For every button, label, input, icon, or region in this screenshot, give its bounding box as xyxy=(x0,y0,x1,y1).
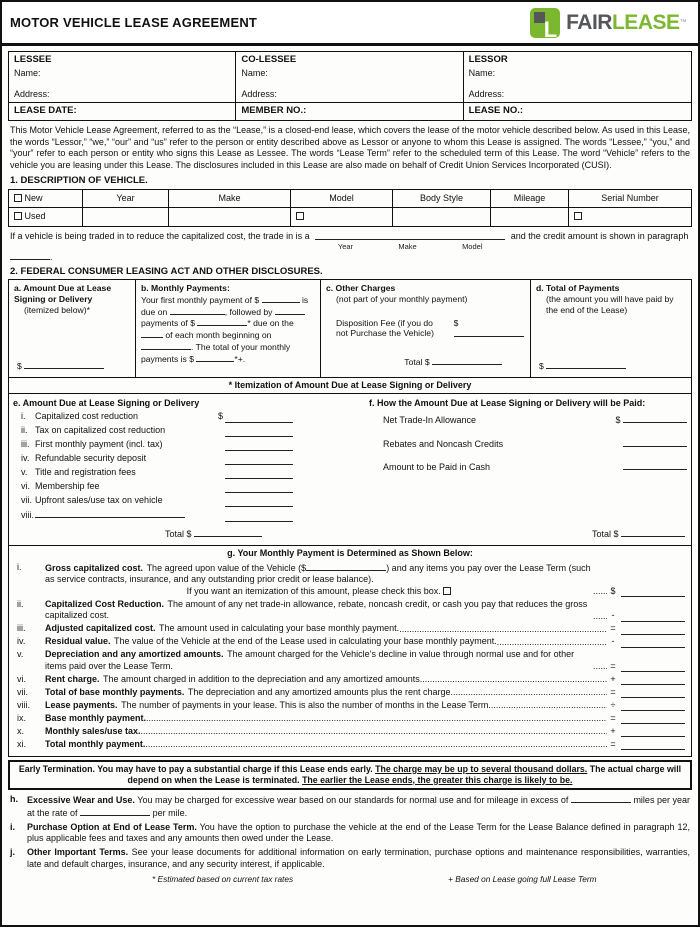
year-value-cell[interactable] xyxy=(83,208,169,226)
g-amount-field[interactable] xyxy=(621,714,685,724)
e-amount-field[interactable] xyxy=(225,414,293,423)
g-amount-field[interactable] xyxy=(621,662,685,672)
model-field-box[interactable] xyxy=(296,212,304,220)
dotted-leader xyxy=(453,687,607,698)
vehicle-value-field[interactable] xyxy=(306,562,386,571)
section1-heading: 1. DESCRIPTION OF VEHICLE. xyxy=(10,175,148,186)
page-title: MOTOR VEHICLE LEASE AGREEMENT xyxy=(10,15,258,31)
e-item-row: vi. Membership fee xyxy=(13,481,365,493)
row-operator: + xyxy=(610,725,616,736)
due-day-field[interactable] xyxy=(141,329,163,338)
trade-in-line xyxy=(2,229,698,265)
box-b-seg6: of each month beginning on xyxy=(165,330,272,341)
lessor-cell xyxy=(464,52,691,102)
dotted-leader xyxy=(491,700,607,711)
col-make: Make xyxy=(169,190,291,208)
section-e xyxy=(13,398,365,541)
disclosure-grid xyxy=(8,279,692,378)
fairlease-wordmark xyxy=(566,11,686,35)
e-total-field[interactable] xyxy=(194,528,262,537)
g-row-depreciation: v. Depreciation and any amortized amounts. The amount charged for the Vehicle’s decline in value through normal use and for other items paid over the Lease Term. ..... = xyxy=(15,649,685,672)
dotted-leader xyxy=(146,713,607,724)
e-item-row: vii. Upfront sales/use tax on vehicle xyxy=(13,495,365,507)
itemization-header: * Itemization of Amount Due at Lease Signing or Delivery xyxy=(8,378,692,394)
trade-in-tail-text: and the credit amount is shown in paragraph xyxy=(510,230,689,241)
logo-l-glyph: L xyxy=(543,17,558,38)
section-g-heading: g. Your Monthly Payment is Determined as Shown Below: xyxy=(227,548,473,558)
early-termination-notice: Early Termination. You may have to pay a substantial charge if this Lease ends early. The charge may be up to several thousand dollars. The actual charge will depend on when the Lease is terminated. The earlier the Lease ends, the greater this charge is likely to be. xyxy=(8,760,692,790)
trade-in-lead-text: If a vehicle is being traded in to reduce the capitalized cost, the trade in is a xyxy=(10,230,310,241)
disposition-fee-amount xyxy=(454,318,525,341)
box-b-seg1: Your first monthly payment of $ xyxy=(141,294,260,305)
box-c-total-field[interactable] xyxy=(432,356,502,365)
payments-count-field[interactable] xyxy=(275,306,305,315)
co-lessee-title: CO-LESSEE xyxy=(241,54,297,65)
f-total-label: Total $ xyxy=(591,528,619,539)
g-row-monthly-sales-use-tax: x. Monthly sales/use tax. ..... + xyxy=(15,726,685,738)
dotted-leader xyxy=(145,739,607,750)
box-b-seg5: * due on the xyxy=(247,318,294,329)
row-operator: + xyxy=(610,673,616,684)
used-label: Used xyxy=(24,210,46,221)
e-item-row: i. Capitalized cost reduction $ xyxy=(13,411,365,423)
trade-in-sub-year: Year xyxy=(337,242,354,251)
g-row-lease-payments: viii. Lease payments. The number of payments in your lease. This is also the number of months in the Lease Term. ..... ÷ xyxy=(15,700,685,712)
row-operator: - xyxy=(611,610,615,620)
mileage-limit-field[interactable] xyxy=(571,794,631,803)
g-amount-field[interactable] xyxy=(621,688,685,698)
total-monthly-payments-field[interactable] xyxy=(196,353,234,362)
e-amount-field[interactable] xyxy=(225,428,293,437)
intro-paragraph: This Motor Vehicle Lease Agreement, referred to as the “Lease,” is a closed-end lease, which covers the lease of the motor vehicle described below. As used in this Lease, the words “Lessor,” “we,” “our” and “us” refer to the person or entity described above as Lessor or anyone to whom this Lease is assigned. The words “Lessee,” “you,” and “your” refer to each person or entity who signs this Lease as Lessee. The words “Lease Term” refer to the scheduled term of this Lease. The word “Vehicle” refers to the vehicle you are leasing under this Lease. The disclosures included in this Lease are also made on behalf of Credit Union Services Incorporated (CUSI). xyxy=(10,125,690,170)
section-f-title: f. How the Amount Due at Lease Signing or Delivery will be Paid: xyxy=(369,397,646,408)
lease-no-field[interactable]: LEASE NO.: xyxy=(468,105,524,116)
row-operator: ÷ xyxy=(610,699,616,710)
f-total-row xyxy=(369,528,687,541)
row-operator: = xyxy=(610,712,616,723)
box-d-amount-field[interactable] xyxy=(546,360,626,369)
itemization-checkbox[interactable] xyxy=(443,587,451,595)
box-b-seg7: . The total of your monthly payments is $ xyxy=(141,341,291,364)
box-a-amount-due xyxy=(9,280,136,377)
fairlease-logo-icon xyxy=(530,8,560,38)
g-row-rent-charge: vi. Rent charge. The amount charged in addition to the depreciation and any amortized amounts. ..... + xyxy=(15,674,685,686)
col-year: Year xyxy=(83,190,169,208)
e-item-row: v. Title and registration fees xyxy=(13,467,365,479)
lease-date-field[interactable]: LEASE DATE: xyxy=(9,103,236,120)
g-amount-field[interactable] xyxy=(621,701,685,711)
itemization-check-label: If you want an itemization of this amount, please check this box. xyxy=(186,585,441,596)
box-c-title: c. Other Charges xyxy=(326,283,396,293)
wordmark-lease: LEASE xyxy=(611,11,680,35)
g-amount-field[interactable] xyxy=(621,675,685,685)
trademark-symbol: ™ xyxy=(679,19,686,27)
footnote-full-term: + Based on Lease going full Lease Term xyxy=(448,874,597,884)
col-body-style: Body Style xyxy=(393,190,491,208)
co-lessee-address-field[interactable]: Address: xyxy=(241,89,277,99)
f-total-field[interactable] xyxy=(621,528,685,537)
g-row-residual-value: iv. Residual value. The value of the Vehicle at the end of the Lease used in calculating your base monthly payment. ..... - xyxy=(15,636,685,648)
lessor-name-field[interactable]: Name: xyxy=(468,67,496,78)
trade-in-sub-labels xyxy=(315,243,505,251)
member-no-field[interactable]: MEMBER NO.: xyxy=(236,103,463,120)
lessee-cell xyxy=(9,52,236,102)
used-option xyxy=(9,208,83,226)
used-checkbox[interactable] xyxy=(14,212,22,220)
e-total-row xyxy=(165,528,365,541)
footnote-tax-rates: * Estimated based on current tax rates xyxy=(152,874,294,884)
f-item-row: Rebates and Noncash Credits xyxy=(383,438,687,451)
g-row-total-monthly-payment: xi. Total monthly payment. ..... = xyxy=(15,739,685,751)
trade-in-vehicle-field[interactable] xyxy=(315,231,505,240)
e-amount-field[interactable] xyxy=(225,484,293,493)
disposition-fee-field[interactable] xyxy=(454,328,524,337)
box-b-monthly-payments xyxy=(136,280,321,377)
box-c-dollar: $ xyxy=(453,317,459,328)
f-amount-field[interactable] xyxy=(623,461,687,470)
body-style-value-cell[interactable] xyxy=(393,208,491,226)
box-d-title: d. Total of Payments xyxy=(536,283,620,293)
disposition-fee-label: Disposition Fee (if you do not Purchase the Vehicle) xyxy=(336,317,434,339)
e-total-label: Total $ xyxy=(165,528,192,539)
box-a-amount-field[interactable] xyxy=(24,360,104,369)
serial-number-value-cell[interactable] xyxy=(569,208,691,226)
box-d-total-of-payments xyxy=(531,280,691,377)
trade-in-sub-model: Model xyxy=(462,242,483,251)
lessee-title: LESSEE xyxy=(14,54,52,65)
f-amount-field[interactable] xyxy=(623,438,687,447)
section2-heading: 2. FEDERAL CONSUMER LEASING ACT AND OTHER DISCLOSURES. xyxy=(10,265,323,277)
serial-field-box[interactable] xyxy=(574,212,582,220)
document-header xyxy=(2,2,698,46)
itemization-section xyxy=(8,394,692,547)
payment-amount-field[interactable] xyxy=(197,317,247,326)
lessor-title: LESSOR xyxy=(468,54,508,65)
dotted-leader xyxy=(497,637,607,648)
section-f xyxy=(365,398,687,541)
g-amount-field[interactable] xyxy=(621,740,685,750)
col-serial-number: Serial Number xyxy=(569,190,691,208)
e-item-row: iv. Refundable security deposit xyxy=(13,453,365,465)
row-operator: = xyxy=(610,660,616,671)
dotted-leader xyxy=(593,661,607,672)
e-item-row: viii. xyxy=(13,509,365,522)
col-model: Model xyxy=(291,190,393,208)
first-payment-amount-field[interactable] xyxy=(262,294,300,303)
beginning-date-field[interactable] xyxy=(141,341,191,350)
box-b-seg2: is due on xyxy=(141,294,309,317)
new-option xyxy=(9,190,83,208)
box-b-seg8: *+. xyxy=(234,353,246,364)
box-c-subtitle: (not part of your monthly payment) xyxy=(336,293,468,304)
wordmark-fair: FAIR xyxy=(566,11,612,35)
new-checkbox[interactable] xyxy=(14,194,22,202)
row-operator: - xyxy=(611,636,615,646)
co-lessee-name-field[interactable]: Name: xyxy=(241,67,268,78)
g-row-capitalized-cost-reduction: ii. Capitalized Cost Reduction. The amount of any net trade-in allowance, rebate, noncash credit, or cash you pay that reduces the gross capitalized cost. ..... - xyxy=(15,599,685,622)
e-item-row: iii. First monthly payment (incl. tax) xyxy=(13,439,365,451)
lessor-address-field[interactable]: Address: xyxy=(468,89,505,99)
paragraph-h: h. Excessive Wear and Use. You may be charged for excessive wear based on our standards for normal use and for mileage in excess of miles per year at the rate of per mile. xyxy=(10,794,690,818)
row-operator: $ xyxy=(610,585,616,596)
box-b-seg3: , followed by xyxy=(224,306,273,317)
trade-in-vehicle-field-group xyxy=(315,231,505,252)
row-operator: = xyxy=(610,686,616,697)
section-g xyxy=(8,546,692,757)
model-value-cell[interactable] xyxy=(291,208,393,226)
g-amount-field[interactable] xyxy=(621,625,685,635)
box-b-title: b. Monthly Payments: xyxy=(141,283,230,293)
box-a-title: a. Amount Due at Lease Signing or Delivery xyxy=(14,283,112,304)
e-amount-field[interactable] xyxy=(225,470,293,479)
box-d-subtitle: (the amount you will have paid by the end of the Lease) xyxy=(546,293,674,315)
e-amount-field[interactable] xyxy=(225,498,293,507)
dotted-leader xyxy=(593,611,607,622)
dotted-leader xyxy=(399,624,607,635)
g-amount-field[interactable] xyxy=(621,638,685,648)
e-amount-field[interactable] xyxy=(225,456,293,465)
box-b-body xyxy=(141,294,315,365)
trade-in-period: . xyxy=(50,252,53,262)
credit-paragraph-field[interactable] xyxy=(10,251,50,260)
make-value-cell[interactable] xyxy=(169,208,291,226)
fairlease-logo xyxy=(530,8,686,38)
dotted-leader xyxy=(141,726,607,737)
box-b-seg4: payments of $ xyxy=(141,318,195,329)
f-item-row: Net Trade-In Allowance $ xyxy=(383,414,687,427)
g-row-base-monthly-payment: ix. Base monthly payment. ..... = xyxy=(15,713,685,725)
mileage-value-cell[interactable] xyxy=(491,208,569,226)
box-c-other-charges xyxy=(321,280,531,377)
paragraph-i: i. Purchase Option at End of Lease Term. You have the option to purchase the vehicle at the end of the Lease Term for the Lease Balance defined in paragraph 12, plus applicable fees and taxes and any amounts then owed under the Lease. xyxy=(10,821,690,843)
box-d-amount xyxy=(539,360,626,372)
box-c-total xyxy=(404,356,502,368)
e-other-label-field[interactable] xyxy=(35,509,185,518)
per-mile-rate-field[interactable] xyxy=(80,807,150,816)
g-amount-field[interactable] xyxy=(621,727,685,737)
box-c-fee-row xyxy=(326,318,525,341)
box-c-total-label: Total $ xyxy=(404,357,430,368)
e-item-row: ii. Tax on capitalized cost reduction xyxy=(13,425,365,437)
parties-table xyxy=(8,51,692,121)
e-amount-field[interactable] xyxy=(225,513,293,522)
co-lessee-cell xyxy=(236,52,463,102)
g-amount-field[interactable] xyxy=(621,612,685,622)
trade-in-sub-make: Make xyxy=(398,242,417,251)
row-operator: = xyxy=(610,623,616,633)
col-mileage: Mileage xyxy=(491,190,569,208)
g-amount-field[interactable] xyxy=(621,587,685,597)
row-operator: = xyxy=(610,738,616,749)
new-label: New xyxy=(24,192,43,203)
box-a-subtitle: (itemized below)* xyxy=(24,304,90,315)
box-a-dollar: $ xyxy=(17,361,22,372)
footnotes xyxy=(2,870,698,890)
vehicle-table xyxy=(8,189,692,227)
f-amount-field[interactable] xyxy=(623,414,687,423)
first-due-date-field[interactable] xyxy=(170,306,225,315)
box-a-amount xyxy=(17,360,104,372)
lessee-name-field[interactable]: Name: xyxy=(14,67,41,78)
g-row-total-base-monthly-payments: vii. Total of base monthly payments. The depreciation and any amortized amounts plus the rent charge. ..... = xyxy=(15,687,685,699)
paragraph-j: j. Other Important Terms. See your lease documents for additional information on early termination, purchase options and maintenance responsibilities, warranties, late and default charges, insurance, and any security interest, if applicable. xyxy=(10,847,690,869)
dotted-leader xyxy=(422,674,607,685)
g-row-gross-capitalized-cost: i. Gross capitalized cost. The agreed upon value of the Vehicle ($ ) and any items you pay over the Lease Term (such as service contracts, insurance, and any outstanding prior credit or lease balance). If you want an itemization of this amount, please check this box. ..... $ xyxy=(15,562,685,598)
box-d-dollar: $ xyxy=(539,361,544,372)
e-amount-field[interactable] xyxy=(225,442,293,451)
g-row-adjusted-capitalized-cost: iii. Adjusted capitalized cost. The amount used in calculating your base monthly payment. ..... = xyxy=(15,623,685,635)
section-e-title: e. Amount Due at Lease Signing or Delivery xyxy=(13,397,200,408)
dotted-leader xyxy=(593,586,607,597)
f-item-row: Amount to be Paid in Cash xyxy=(383,461,687,474)
lessee-address-field[interactable]: Address: xyxy=(14,89,50,99)
